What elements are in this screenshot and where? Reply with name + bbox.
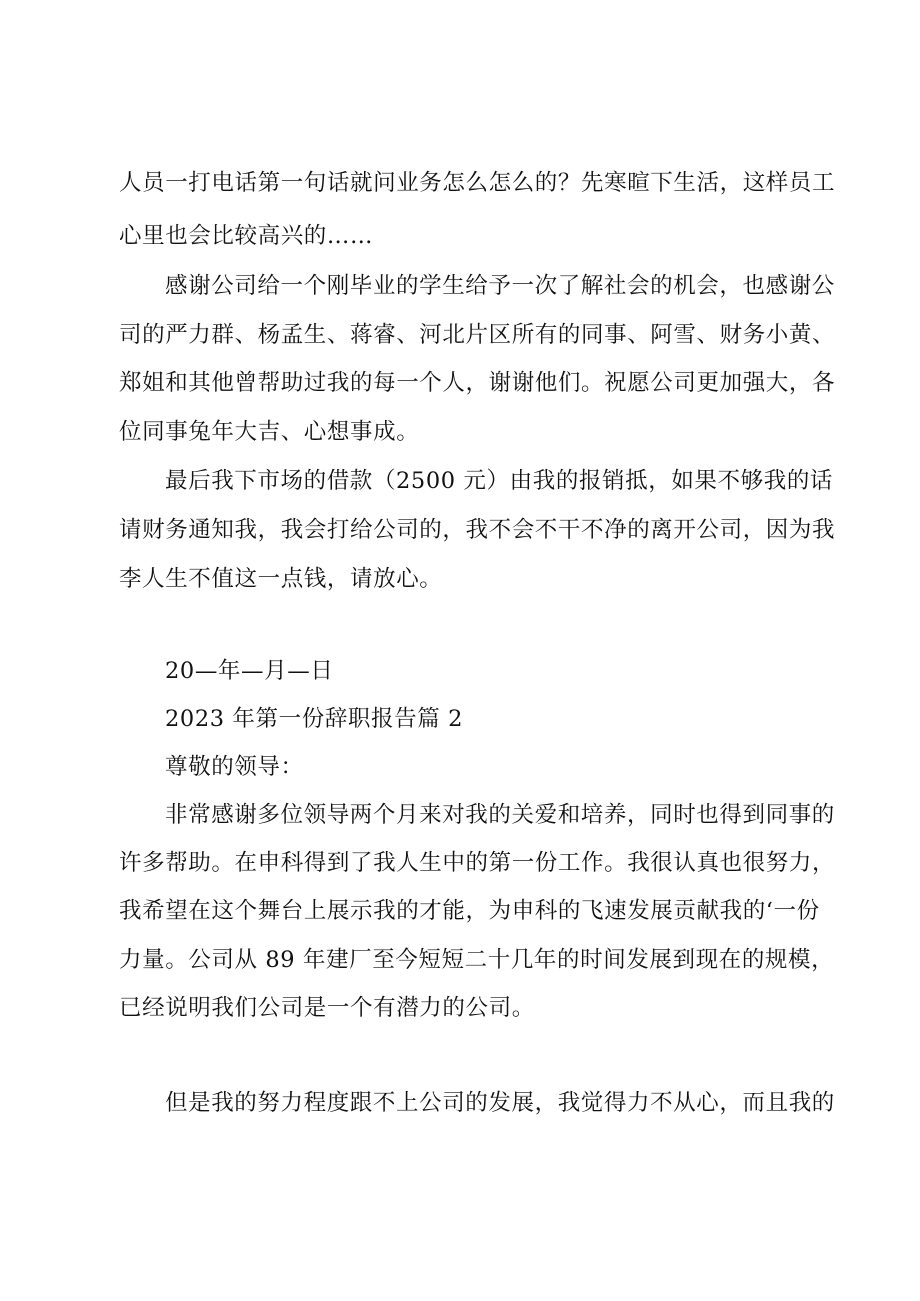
salutation: 尊敬的领导： (165, 754, 304, 780)
text-line: 非常感谢多位领导两个月来对我的关爱和培养，同时也得到同事的 (165, 802, 835, 828)
text-line: 许多帮助。在申科得到了我人生中的第一份工作。我很认真也很努力， (119, 850, 836, 876)
text-line: 心里也会比较高兴的…… (119, 223, 374, 249)
text-line: 但是我的努力程度跟不上公司的发展，我觉得力不从心，而且我的 (165, 1090, 835, 1116)
text-line: 最后我下市场的借款（2500 元）由我的报销抵，如果不够我的话 (165, 468, 834, 494)
text-line: 我希望在这个舞台上展示我的才能，为申科的飞速发展贡献我的‘一份 (119, 898, 820, 924)
text-line: 李人生不值这一点钱，请放心。 (119, 566, 443, 592)
text-line: 司的严力群、杨孟生、蒋睿、河北片区所有的同事、阿雪、财务小黄、 (119, 322, 836, 348)
date-line: 20—年—月—日 (165, 658, 334, 684)
text-line: 郑姐和其他曾帮助过我的每一个人，谢谢他们。祝愿公司更加强大，各 (119, 370, 836, 396)
section-title: 2023 年第一份辞职报告篇 2 (165, 706, 463, 732)
text-line: 位同事兔年大吉、心想事成。 (119, 419, 420, 445)
text-line: 力量。公司从 89 年建厂至今短短二十几年的时间发展到现在的规模， (119, 947, 835, 973)
text-line: 人员一打电话第一句话就问业务怎么怎么的？先寒暄下生活，这样员工 (119, 170, 836, 196)
text-line: 已经说明我们公司是一个有潜力的公司。 (119, 995, 535, 1021)
text-line: 请财务通知我，我会打给公司的，我不会不干不净的离开公司，因为我 (119, 517, 836, 543)
text-line: 感谢公司给一个刚毕业的学生给予一次了解社会的机会，也感谢公 (165, 273, 835, 299)
